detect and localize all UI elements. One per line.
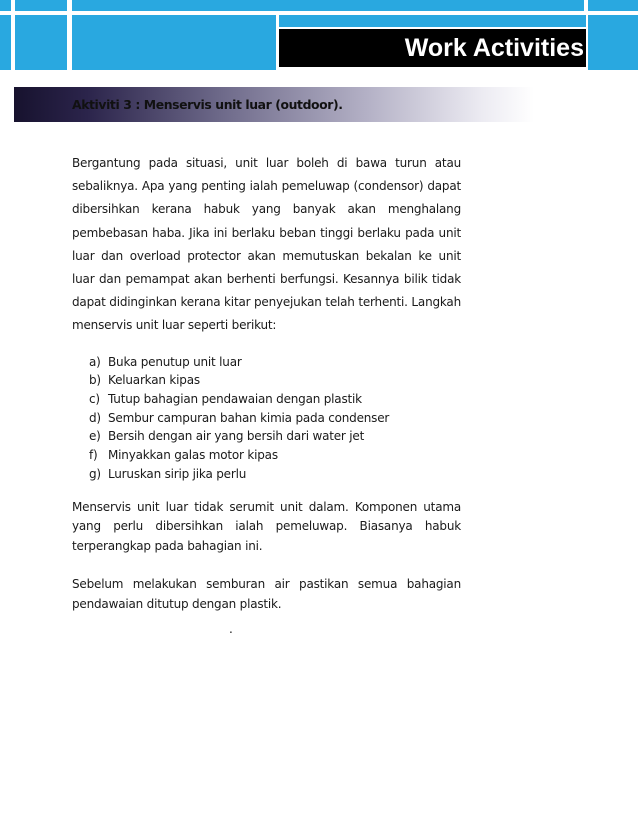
header-block (15, 15, 67, 70)
list-marker: f) (89, 448, 98, 463)
list-item (89, 409, 461, 428)
steps-list (72, 353, 461, 484)
header-block (0, 15, 11, 70)
list-item (89, 465, 461, 484)
list-marker: c) (89, 392, 100, 407)
list-marker: a) (89, 354, 101, 369)
header-band (0, 0, 638, 78)
header-block (72, 15, 276, 70)
list-marker: g) (89, 466, 101, 481)
header-block (279, 15, 586, 27)
list-item-text: Sembur campuran bahan kimia pada condenser (108, 410, 390, 425)
list-item (89, 427, 461, 446)
list-item (89, 371, 461, 390)
header-block (72, 0, 584, 11)
header-block (15, 0, 67, 11)
list-marker: e) (89, 429, 101, 444)
paragraph-2: Menservis unit luar tidak serumit unit dalam. Komponen utama yang perlu dibersihkan ialah pemeluwap. Biasanya habuk terperangkap pada bahagian ini. (72, 499, 461, 553)
list-item (89, 446, 461, 465)
header-block (588, 0, 638, 11)
list-item (89, 390, 461, 409)
paragraph-3: Sebelum melakukan semburan air pastikan semua bahagian pendawaian ditutup dengan plastik. (72, 577, 461, 611)
page-title: Work Activities (279, 29, 586, 67)
list-item (89, 353, 461, 372)
list-item-text: Luruskan sirip jika perlu (108, 466, 247, 481)
list-item-text: Minyakkan galas motor kipas (108, 448, 278, 463)
header-block (588, 15, 638, 70)
list-item-text: Bersih dengan air yang bersih dari water jet (108, 429, 365, 444)
intro-paragraph: Bergantung pada situasi, unit luar boleh di bawa turun atau sebaliknya. Apa yang penting ialah pemeluwap (condensor) dapat dibersihkan kerana habuk yang banyak akan menghalang pembebasan haba. Jika ini berlaku beban tinggi berlaku pada unit luar dan overload protector akan memutuskan bekalan ke unit luar dan pemampat akan berhenti berfungsi. Kesannya bilik tidak dapat didinginkan kerana kitar penyejukan telah terhenti. Langkah menservis unit luar seperti berikut: (72, 156, 461, 333)
list-item-text: Tutup bahagian pendawaian dengan plastik (108, 392, 362, 407)
list-marker: b) (89, 373, 101, 388)
trailing-mark: . (229, 622, 233, 636)
list-item-text: Buka penutup unit luar (108, 354, 242, 369)
header-block (0, 0, 11, 11)
list-item-text: Keluarkan kipas (108, 373, 200, 388)
list-marker: d) (89, 410, 101, 425)
section-title: Aktiviti 3 : Menservis unit luar (outdoor). (72, 97, 343, 112)
body-content (72, 152, 461, 614)
